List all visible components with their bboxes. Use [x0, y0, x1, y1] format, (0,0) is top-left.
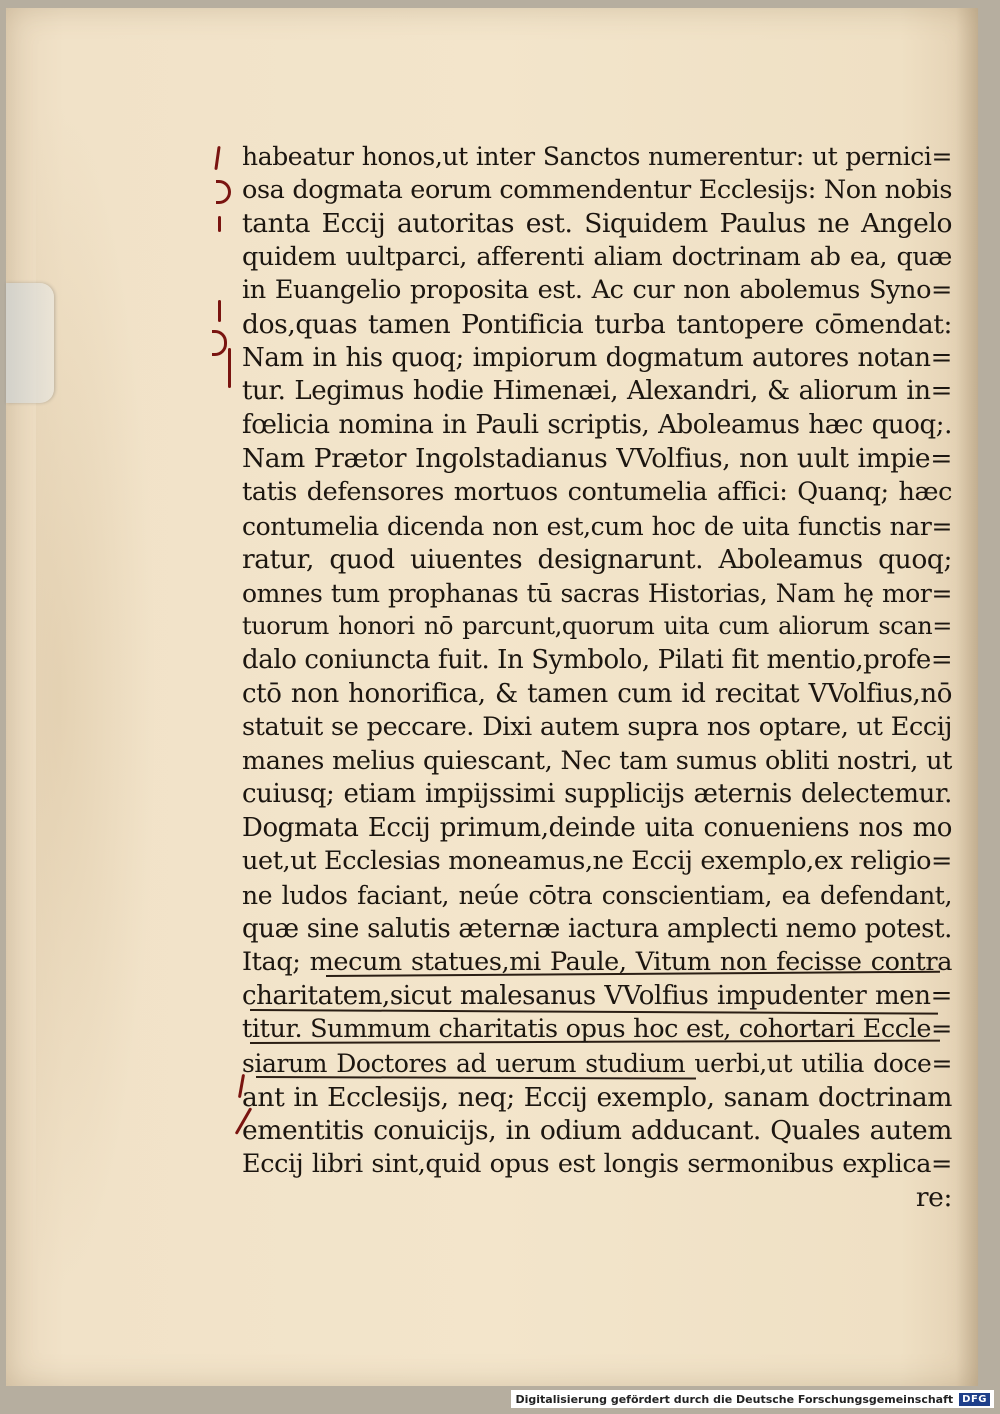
text-line: ant in Ecclesijs, neq; Eccij exemplo, sanam doctrinam: [242, 1081, 952, 1113]
text-line: quidem uultparci, afferenti aliam doctrinam ab ea, quæ: [242, 241, 952, 272]
margin-mark-4: [218, 300, 221, 322]
text-line: statuit se peccare. Dixi autem supra nos optare, ut Eccij: [242, 712, 952, 743]
text-line: Nam Prætor Ingolstadianus VVolfius, non uult impie=: [242, 443, 952, 475]
digitization-credit-bar: [511, 1390, 994, 1408]
text-line: omnes tum prophanas tū sacras Historias, Nam hę mor=: [242, 578, 952, 608]
text-line: tur. Legimus hodie Himenæi, Alexandri, & aliorum in=: [242, 376, 952, 407]
text-line: Itaq; mecum statues,mi Paule, Vitum non fecisse contra: [242, 947, 952, 978]
text-line: contumelia dicenda non est,cum hoc de uita functis nar=: [242, 511, 952, 541]
body-text: [242, 140, 952, 1215]
margin-mark-3: [218, 216, 221, 232]
text-line: dalo coniuncta fuit. In Symbolo, Pilati fit mentio,profe=: [242, 644, 953, 675]
text-line: fœlicia nomina in Pauli scriptis, Aboleamus hæc quoq;.: [242, 409, 952, 440]
text-line: tanta Eccij autoritas est. Siquidem Paulus ne Angelo: [242, 208, 952, 240]
catchword: re:: [915, 1182, 952, 1214]
margin-mark-1: [214, 146, 220, 170]
paper-sheet: [6, 8, 978, 1386]
margin-mark-5: [212, 330, 227, 356]
text-line: quæ sine salutis æternæ iactura amplecti nemo potest.: [242, 913, 952, 944]
credit-text: Digitalisierung gefördert durch die Deutsche Forschungsgemeinschaft: [515, 1392, 954, 1406]
text-line: Dogmata Eccij primum,deinde uita conueniens nos mo: [242, 812, 952, 843]
text-line: habeatur honos,ut inter Sanctos numerentur: ut pernici=: [242, 142, 952, 171]
paper-stain: [36, 98, 156, 1298]
text-line: charitatem,sicut malesanus VVolfius impudenter men=: [242, 980, 952, 1011]
text-line: dos,quas tamen Pontificia turba tantopere cōmendat:: [242, 308, 952, 340]
text-line: osa dogmata eorum commendentur Ecclesijs: Non nobis: [242, 174, 952, 205]
text-line: titur. Summum charitatis opus hoc est, cohortari Eccle=: [242, 1014, 952, 1045]
text-line: in Euangelio proposita est. Ac cur non abolemus Syno=: [242, 275, 952, 306]
text-line: tuorum honori nō parcunt,quorum uita cum aliorum scan=: [242, 612, 952, 641]
text-line: Eccij libri sint,quid opus est longis sermonibus explica=: [242, 1148, 952, 1179]
text-line: manes melius quiescant, Nec tam sumus obliti nostri, ut: [242, 745, 952, 776]
page-edge-shadow: [956, 8, 978, 1386]
text-line: ne ludos faciant, neúe cōtra conscientiam, ea defendant,: [242, 881, 952, 911]
text-line: tatis defensores mortuos contumelia affici: Quanq; hæc: [242, 476, 952, 507]
text-line: ctō non honorifica, & tamen cum id recitat VVolfius,nō: [242, 678, 952, 709]
dfg-logo-icon: DFG: [959, 1393, 990, 1406]
text-line: cuiusq; etiam impijssimi supplicijs æternis delectemur.: [242, 779, 952, 810]
binding-tape: [6, 283, 54, 403]
margin-mark-6: [228, 348, 231, 388]
text-line: ratur, quod uiuentes designarunt. Aboleamus quoq;: [242, 544, 952, 576]
margin-mark-2: [216, 180, 231, 204]
text-line: siarum Doctores ad uerum studium uerbi,ut utilia doce=: [242, 1049, 952, 1079]
text-line: uet,ut Ecclesias moneamus,ne Eccij exemplo,ex religio=: [242, 846, 952, 877]
text-line: ementitis conuicijs, in odium adducant. Quales autem: [242, 1115, 952, 1147]
text-line: Nam in his quoq; impiorum dogmatum autores notan=: [242, 342, 952, 373]
